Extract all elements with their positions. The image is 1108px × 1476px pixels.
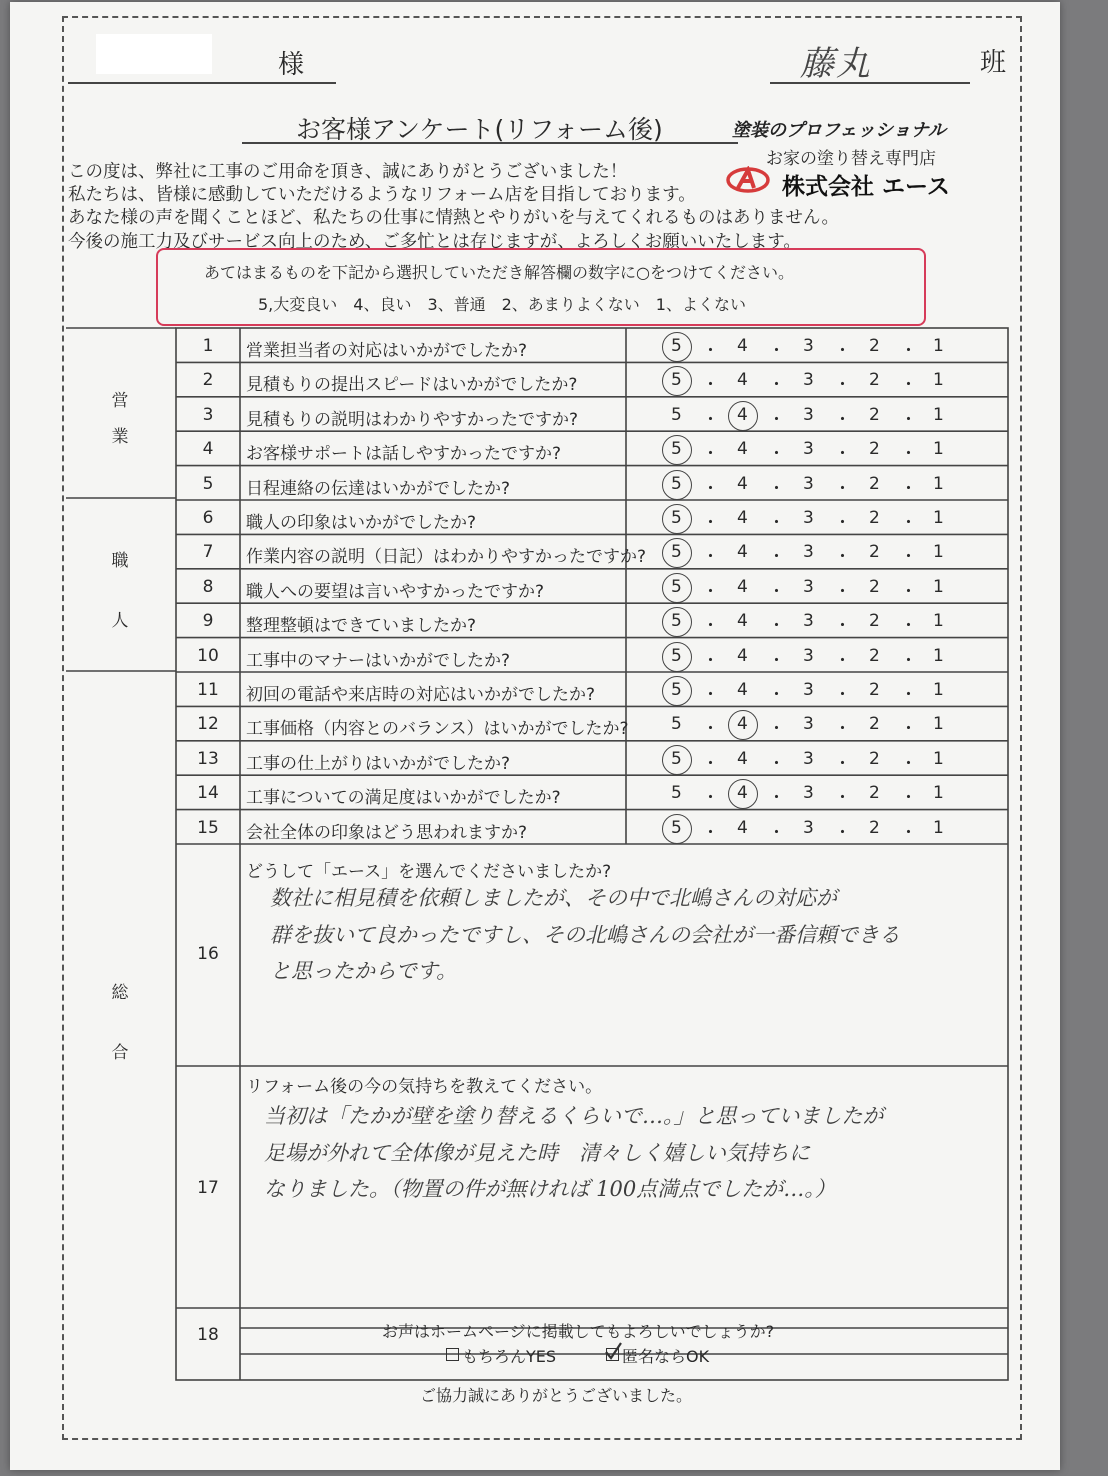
rating-option-1[interactable]: 1 — [933, 576, 944, 597]
category-label: 営 — [111, 391, 129, 411]
q18-number: 18 — [197, 1325, 219, 1345]
rating-option-4[interactable]: 4 — [737, 370, 748, 391]
rating-separator: ・ — [834, 685, 851, 705]
rating-option-1[interactable]: 1 — [933, 645, 944, 666]
company-tagline: 塗装のプロフェッショナル — [732, 120, 946, 141]
rating-separator: ・ — [834, 478, 851, 499]
q16-answer-line: 数社に相見積を依頼しましたが、その中で北嶋さんの対応が — [270, 886, 837, 910]
selected-rating-circle — [662, 573, 692, 603]
question-number: 4 — [202, 439, 214, 460]
checkmark-icon — [602, 1340, 624, 1362]
rating-separator: ・ — [900, 581, 917, 602]
rating-separator: ・ — [702, 650, 719, 671]
q16-answer-line: と思ったからです。 — [270, 959, 458, 983]
rating-separator: ・ — [702, 547, 719, 568]
rating-separator: ・ — [702, 616, 719, 637]
rating-option-2[interactable]: 2 — [869, 783, 880, 804]
rating-option-4[interactable]: 4 — [737, 542, 748, 563]
question-text: 工事中のマナーはいかがでしたか? — [246, 650, 511, 671]
question-number: 11 — [197, 680, 219, 700]
rating-separator: ・ — [834, 719, 851, 740]
q16-number: 16 — [197, 944, 219, 964]
rating-separator: ・ — [900, 753, 917, 774]
rating-option-5[interactable]: 5 — [671, 645, 682, 666]
rating-separator: ・ — [702, 444, 719, 465]
category-label: 業 — [111, 427, 129, 447]
survey-sheet — [10, 2, 1060, 1470]
rating-separator: ・ — [900, 685, 917, 705]
rating-option-1[interactable]: 1 — [933, 370, 944, 391]
category-label: 職 — [111, 551, 129, 571]
rating-option-3[interactable]: 3 — [803, 611, 814, 632]
rating-separator: ・ — [834, 650, 851, 671]
rating-separator: ・ — [768, 547, 785, 568]
rating-option-4[interactable]: 4 — [737, 611, 748, 632]
rating-option-1[interactable]: 1 — [933, 748, 944, 769]
category-label: 人 — [111, 611, 129, 631]
rating-option-3[interactable]: 3 — [803, 576, 814, 597]
selected-rating-circle — [662, 435, 692, 465]
rating-separator: ・ — [768, 753, 785, 774]
rating-option-3[interactable]: 3 — [803, 817, 814, 838]
question-number: 8 — [202, 576, 214, 597]
rating-separator: ・ — [834, 375, 851, 396]
question-number: 14 — [197, 783, 219, 804]
rating-option-2[interactable]: 2 — [869, 542, 880, 563]
rating-separator: ・ — [768, 409, 785, 430]
rating-option-1[interactable]: 1 — [933, 473, 944, 494]
rating-separator: ・ — [900, 788, 917, 809]
customer-name-redaction — [96, 34, 212, 74]
rating-option-5[interactable]: 5 — [671, 748, 682, 769]
rating-separator: ・ — [702, 581, 719, 602]
rating-separator: ・ — [702, 822, 719, 843]
question-number: 13 — [197, 748, 219, 769]
rating-option-5[interactable]: 5 — [671, 473, 682, 494]
question-text: お客様サポートは話しやすかったですか? — [246, 444, 562, 465]
honorific: 様 — [278, 50, 305, 80]
rating-separator: ・ — [834, 409, 851, 430]
rating-option-2[interactable]: 2 — [869, 576, 880, 597]
q17-question: リフォーム後の今の気持ちを教えてください。 — [246, 1077, 603, 1097]
question-number: 6 — [202, 508, 214, 528]
rating-separator: ・ — [768, 341, 785, 361]
selected-rating-circle — [662, 504, 692, 534]
rating-option-3[interactable]: 3 — [803, 714, 814, 735]
team-name-handwritten: 藤丸 — [800, 44, 872, 84]
q17-answer-line: 当初は「たかが壁を塗り替えるくらいで…。」と思っていましたが — [264, 1104, 884, 1128]
question-number: 1 — [202, 336, 214, 356]
rating-option-3[interactable]: 3 — [803, 473, 814, 494]
rating-separator: ・ — [834, 547, 851, 568]
rating-separator: ・ — [702, 719, 719, 740]
rating-option-1[interactable]: 1 — [933, 714, 944, 735]
rating-option-4[interactable]: 4 — [737, 680, 748, 700]
rating-option-2[interactable]: 2 — [869, 336, 880, 356]
category-label: 合 — [111, 1043, 129, 1063]
rating-separator: ・ — [900, 822, 917, 843]
question-number: 5 — [202, 473, 214, 494]
q17-number: 17 — [197, 1178, 219, 1198]
customer-name-line — [68, 82, 336, 84]
rating-option-3[interactable]: 3 — [803, 783, 814, 804]
question-number: 9 — [202, 611, 214, 632]
rating-option-2[interactable]: 2 — [869, 370, 880, 391]
option-yes-label: もちろんYES — [462, 1347, 557, 1366]
selected-rating-circle — [662, 642, 692, 672]
question-text: 初回の電話や来店時の対応はいかがでしたか? — [246, 685, 596, 705]
rating-option-4[interactable]: 4 — [737, 714, 748, 735]
question-number: 15 — [197, 817, 219, 838]
rating-option-1[interactable]: 1 — [933, 508, 944, 528]
selected-rating-circle — [662, 332, 692, 362]
rating-separator: ・ — [768, 513, 785, 533]
question-text: 整理整頓はできていましたか? — [246, 616, 477, 637]
rating-separator: ・ — [834, 513, 851, 533]
rating-separator: ・ — [702, 685, 719, 705]
rating-option-5[interactable]: 5 — [671, 611, 682, 632]
rating-option-2[interactable]: 2 — [869, 748, 880, 769]
team-name-line — [770, 82, 970, 84]
rating-option-5[interactable]: 5 — [671, 439, 682, 460]
question-number: 12 — [197, 714, 219, 735]
selected-rating-circle — [662, 470, 692, 500]
rating-option-5[interactable]: 5 — [671, 370, 682, 391]
rating-separator: ・ — [702, 341, 719, 361]
rating-separator: ・ — [900, 478, 917, 499]
rating-separator: ・ — [768, 788, 785, 809]
rating-separator: ・ — [900, 513, 917, 533]
company-name: 株式会社 エース — [782, 174, 950, 200]
intro-line: あなた様の声を聞くことほど、私たちの仕事に情熱とやりがいを与えてくれるものはありません。 — [68, 208, 840, 228]
selected-rating-circle — [662, 676, 692, 706]
question-number: 2 — [202, 370, 214, 391]
rating-option-1[interactable]: 1 — [933, 680, 944, 700]
rating-option-2[interactable]: 2 — [869, 611, 880, 632]
instruction-text: あてはまるものを下記から選択していただき解答欄の数字に○をつけてください。 — [204, 263, 794, 282]
rating-separator: ・ — [900, 409, 917, 430]
question-number: 7 — [202, 542, 214, 563]
selected-rating-circle — [728, 401, 758, 431]
rating-option-2[interactable]: 2 — [869, 439, 880, 460]
rating-separator: ・ — [900, 341, 917, 361]
question-text: 会社全体の印象はどう思われますか? — [246, 822, 528, 843]
rating-separator: ・ — [900, 650, 917, 671]
question-text: 日程連絡の伝達はいかがでしたか? — [246, 478, 511, 499]
rating-separator: ・ — [702, 478, 719, 499]
rating-option-2[interactable]: 2 — [869, 680, 880, 700]
q17-answer-line: 足場が外れて全体像が見えた時 清々しく嬉しい気持ちに — [264, 1141, 810, 1165]
selected-rating-circle — [662, 745, 692, 775]
question-number: 10 — [197, 645, 219, 666]
question-text: 見積もりの提出スピードはいかがでしたか? — [246, 375, 578, 396]
selected-rating-circle — [662, 814, 692, 844]
rating-separator: ・ — [834, 788, 851, 809]
rating-option-2[interactable]: 2 — [869, 817, 880, 838]
rating-separator: ・ — [834, 341, 851, 361]
question-text: 作業内容の説明（日記）はわかりやすかったですか? — [246, 547, 647, 568]
question-text: 職人の印象はいかがでしたか? — [246, 513, 477, 533]
rating-separator: ・ — [768, 822, 785, 843]
rating-option-3[interactable]: 3 — [803, 439, 814, 460]
rating-separator: ・ — [834, 444, 851, 465]
rating-option-3[interactable]: 3 — [803, 336, 814, 356]
q18-question: お声はホームページに掲載してもよろしいでしょうか? — [382, 1322, 775, 1341]
option-yes-checkbox[interactable] — [446, 1348, 459, 1361]
rating-option-2[interactable]: 2 — [869, 645, 880, 666]
rating-separator: ・ — [768, 581, 785, 602]
rating-separator: ・ — [900, 547, 917, 568]
rating-option-4[interactable]: 4 — [737, 439, 748, 460]
intro-line: 今後の施工力及びサービス向上のため、ご多忙とは存じますが、よろしくお願いいたします。 — [68, 232, 801, 252]
rating-separator: ・ — [768, 375, 785, 396]
rating-option-1[interactable]: 1 — [933, 439, 944, 460]
rating-separator: ・ — [834, 753, 851, 774]
rating-option-2[interactable]: 2 — [869, 714, 880, 735]
question-number: 3 — [202, 404, 214, 425]
rating-option-1[interactable]: 1 — [933, 404, 944, 425]
selected-rating-circle — [728, 779, 758, 809]
rating-option-3[interactable]: 3 — [803, 748, 814, 769]
rating-option-3[interactable]: 3 — [803, 404, 814, 425]
rating-option-5[interactable]: 5 — [671, 542, 682, 563]
rating-option-2[interactable]: 2 — [869, 473, 880, 494]
rating-option-5[interactable]: 5 — [671, 576, 682, 597]
rating-option-3[interactable]: 3 — [803, 542, 814, 563]
rating-option-1[interactable]: 1 — [933, 611, 944, 632]
rating-separator: ・ — [702, 375, 719, 396]
company-subtagline: お家の塗り替え専門店 — [766, 149, 936, 169]
rating-option-1[interactable]: 1 — [933, 817, 944, 838]
rating-option-1[interactable]: 1 — [933, 783, 944, 804]
rating-option-1[interactable]: 1 — [933, 542, 944, 563]
rating-separator: ・ — [768, 478, 785, 499]
q16-question: どうして「エース」を選んでくださいましたか? — [246, 862, 612, 882]
rating-separator: ・ — [900, 616, 917, 637]
rating-separator: ・ — [768, 616, 785, 637]
q17-answer-line: なりました。（物置の件が無ければ 100点満点でしたが…。） — [264, 1177, 836, 1201]
page-title: お客様アンケート(リフォーム後) — [296, 115, 663, 144]
rating-separator: ・ — [900, 719, 917, 740]
rating-option-4[interactable]: 4 — [737, 748, 748, 769]
rating-separator: ・ — [702, 513, 719, 533]
rating-option-1[interactable]: 1 — [933, 336, 944, 356]
rating-option-3[interactable]: 3 — [803, 370, 814, 391]
rating-option-4[interactable]: 4 — [737, 645, 748, 666]
rating-option-2[interactable]: 2 — [869, 508, 880, 528]
footer-thanks: ご協力誠にありがとうございました。 — [420, 1386, 693, 1405]
rating-separator: ・ — [768, 444, 785, 465]
rating-separator: ・ — [702, 788, 719, 809]
rating-option-4[interactable]: 4 — [737, 817, 748, 838]
rating-option-5[interactable]: 5 — [671, 404, 682, 425]
rating-option-2[interactable]: 2 — [869, 404, 880, 425]
rating-separator: ・ — [768, 719, 785, 740]
question-text: 工事価格（内容とのバランス）はいかがでしたか? — [246, 719, 629, 740]
rating-option-3[interactable]: 3 — [803, 680, 814, 700]
company-logo-icon — [726, 166, 770, 194]
selected-rating-circle — [662, 607, 692, 637]
rating-separator: ・ — [834, 822, 851, 843]
rating-option-4[interactable]: 4 — [737, 473, 748, 494]
rating-option-3[interactable]: 3 — [803, 508, 814, 528]
rating-separator: ・ — [702, 409, 719, 430]
team-label: 班 — [980, 48, 1007, 78]
rating-option-5[interactable]: 5 — [671, 714, 682, 735]
rating-separator: ・ — [768, 685, 785, 705]
rating-separator: ・ — [834, 616, 851, 637]
intro-line: この度は、弊社に工事のご用命を頂き、誠にありがとうございました！ — [68, 162, 628, 182]
question-text: 工事の仕上がりはいかがでしたか? — [246, 753, 511, 774]
rating-option-5[interactable]: 5 — [671, 817, 682, 838]
rating-option-5[interactable]: 5 — [671, 508, 682, 528]
intro-line: 私たちは、皆様に感動していただけるようなリフォーム店を目指しております。 — [68, 185, 696, 205]
option-anonymous-label: 匿名ならOK — [622, 1347, 710, 1366]
rating-separator: ・ — [834, 581, 851, 602]
rating-option-4[interactable]: 4 — [737, 336, 748, 356]
rating-option-4[interactable]: 4 — [737, 576, 748, 597]
title-underline — [242, 142, 738, 144]
rating-option-5[interactable]: 5 — [671, 680, 682, 700]
question-text: 営業担当者の対応はいかがでしたか? — [246, 341, 528, 361]
rating-option-5[interactable]: 5 — [671, 783, 682, 804]
question-text: 工事についての満足度はいかがでしたか? — [246, 788, 561, 809]
rating-separator: ・ — [900, 375, 917, 396]
rating-option-4[interactable]: 4 — [737, 508, 748, 528]
rating-option-5[interactable]: 5 — [671, 336, 682, 356]
rating-separator: ・ — [702, 753, 719, 774]
rating-legend: 5,大変良い 4、良い 3、普通 2、あまりよくない 1、よくない — [258, 295, 746, 314]
rating-option-4[interactable]: 4 — [737, 783, 748, 804]
rating-separator: ・ — [900, 444, 917, 465]
q16-answer-line: 群を抜いて良かったですし、その北嶋さんの会社が一番信頼できる — [270, 923, 900, 947]
category-label: 総 — [111, 983, 129, 1003]
question-text: 見積もりの説明はわかりやすかったですか? — [246, 409, 579, 430]
rating-separator: ・ — [768, 650, 785, 671]
question-text: 職人への要望は言いやすかったですか? — [246, 581, 545, 602]
rating-option-4[interactable]: 4 — [737, 404, 748, 425]
rating-option-3[interactable]: 3 — [803, 645, 814, 666]
